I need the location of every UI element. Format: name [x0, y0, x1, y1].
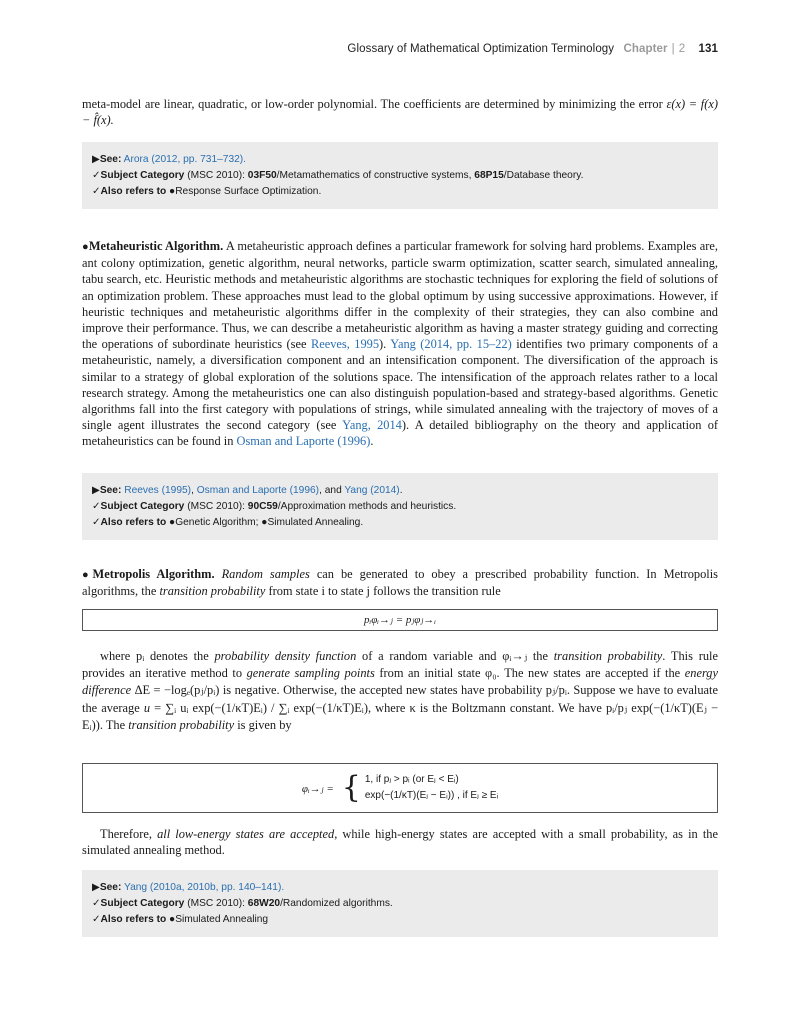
- running-title: Glossary of Mathematical Optimization Terminology: [347, 43, 615, 55]
- bullet-icon: ●: [82, 241, 89, 253]
- also-refers-line: ✓Also refers to ●Simulated Annealing: [92, 914, 269, 925]
- citation-link[interactable]: Osman and Laporte (1996): [236, 434, 371, 449]
- see-link[interactable]: Yang (2014): [344, 485, 400, 496]
- see-link[interactable]: Yang (2010a, 2010b, pp. 140–141).: [124, 882, 285, 893]
- transition-probability-equation: φᵢ→ⱼ = { 1, if pⱼ > pᵢ (or Eⱼ < Eᵢ) exp(−(1/κT)(Eⱼ − Eᵢ)) , if Eⱼ ≥ Eᵢ: [82, 763, 718, 813]
- transition-rule-equation: pᵢφᵢ→ⱼ = pⱼφⱼ→ᵢ: [82, 609, 718, 631]
- see-line: ▶See: Yang (2010a, 2010b, pp. 140–141).: [92, 882, 285, 893]
- citation-link[interactable]: Yang, 2014: [342, 418, 402, 433]
- cross-ref-link[interactable]: Response Surface Optimization.: [175, 186, 322, 197]
- intro-paragraph: meta-model are linear, quadratic, or low-order polynomial. The coefficients are determined by minimizing the error ε(x) = f(x) − f̂(x).: [82, 97, 718, 128]
- bullet-icon: ●: [82, 569, 93, 581]
- chapter-label: Chapter: [623, 43, 668, 55]
- page-number: 131: [698, 43, 718, 55]
- error-formula: ε(x) = f(x) − f̂(x).: [82, 97, 718, 128]
- cross-ref-link[interactable]: Simulated Annealing.: [267, 517, 364, 528]
- see-line: ▶See: Arora (2012, pp. 731–732).: [92, 154, 247, 165]
- reference-box-2: [82, 473, 718, 540]
- case-1: 1, if pⱼ > pᵢ (or Eⱼ < Eᵢ): [364, 774, 459, 785]
- citation-link[interactable]: Yang (2014, pp. 15–22): [390, 337, 512, 352]
- entry-term: Metropolis Algorithm.: [92, 567, 215, 581]
- subject-line: ✓Subject Category (MSC 2010): 03F50/Metamathematics of constructive systems, 68P15/Database theory.: [92, 170, 584, 181]
- chapter-number: 2: [678, 43, 686, 55]
- entry-term: Metaheuristic Algorithm.: [88, 239, 224, 253]
- see-link[interactable]: Osman and Laporte (1996): [196, 485, 320, 496]
- metaheuristic-entry: ●Metaheuristic Algorithm. A metaheuristic approach defines a particular framework for solving hard problems. Examples are, ant colony optimization, genetic algorithm, neural networks, particle swarm optimization, scatter search, simulated annealing, tabu search, etc. Heuristic methods and metaheuristic algorithms are stochastic techniques for exploring the field of solutions of an optimization problem. These approaches must lead to the global optimum by using successive approximations. However, if heuristic techniques and metaheuristic algorithms differ in the complexity of their strategies, they can also combine and improve their performance. Thus, we can describe a metaheuristic algorithm as having a master strategy guiding and correcting the operations of subordinate heuristics (see Reeves, 1995). Yang (2014, pp. 15–22) identifies two primary components of a metaheuristic, namely, a diversification component and an intensification component. The diversification of the approach is similar to a strategy of global exploration of the solutions space. The intensification of the approach relates rather to a local research strategy. Among the metaheuristics one can also distinguish population-based and strategy-based algorithms. Genetic algorithms fall into the first category with populations of strings, while simulated annealing with the trajectory of moves of a single agent illustrates the second category (see Yang, 2014). A detailed bibliography on the theory and application of metaheuristics can be found in Osman and Laporte (1996).: [82, 239, 719, 449]
- metropolis-paragraph-3: Therefore, all low-energy states are accepted, while high-energy states are accepted with a small probability, as in the simulated annealing method.: [82, 827, 718, 858]
- citation-link[interactable]: Reeves, 1995: [310, 337, 380, 352]
- metropolis-paragraph-2: where pᵢ denotes the probability density function of a random variable and φᵢ→ⱼ the transition probability. This rule provides an iterative method to generate sampling points from an initial state φ₀. The new states are accepted if the energy difference ΔE = −logₑ(pⱼ/pᵢ) is negative. Otherwise, the accepted new states have probability pⱼ/pᵢ. Suppose we have to evaluate the average u = ∑ᵢ uᵢ exp(−(1/κT)Eᵢ) / ∑ᵢ exp(−(1/κT)Eᵢ), where κ is the Boltzmann constant. We have pᵢ/pⱼ exp(−(1/κT)(Eⱼ − Eᵢ)). The transition probability is given by: [82, 649, 719, 732]
- see-link[interactable]: Reeves (1995): [124, 485, 192, 496]
- subject-line: ✓Subject Category (MSC 2010): 90C59/Approximation methods and heuristics.: [92, 501, 457, 512]
- cross-ref-link[interactable]: Simulated Annealing: [175, 914, 269, 925]
- also-refers-line: ✓Also refers to ●Genetic Algorithm; ●Simulated Annealing.: [92, 517, 364, 528]
- subject-line: ✓Subject Category (MSC 2010): 68W20/Randomized algorithms.: [92, 898, 393, 909]
- reference-box-3: [82, 870, 718, 937]
- metropolis-entry: ●Metropolis Algorithm. Random samples can be generated to obey a prescribed probability function. In Metropolis algorithms, the transition probability from state i to state j follows the transition rule: [82, 567, 718, 599]
- see-link[interactable]: Arora (2012, pp. 731–732).: [123, 154, 247, 165]
- case-2: exp(−(1/κT)(Eⱼ − Eᵢ)) , if Eⱼ ≥ Eᵢ: [364, 790, 499, 801]
- reference-box-1: [82, 142, 718, 209]
- also-refers-line: ✓Also refers to ●Response Surface Optimization.: [92, 186, 322, 197]
- cross-ref-link[interactable]: Genetic Algorithm;: [175, 517, 259, 528]
- running-header: Glossary of Mathematical Optimization Terminology Chapter | 2 131: [347, 43, 718, 55]
- see-line: ▶See: Reeves (1995), Osman and Laporte (1996), and Yang (2014).: [92, 485, 403, 496]
